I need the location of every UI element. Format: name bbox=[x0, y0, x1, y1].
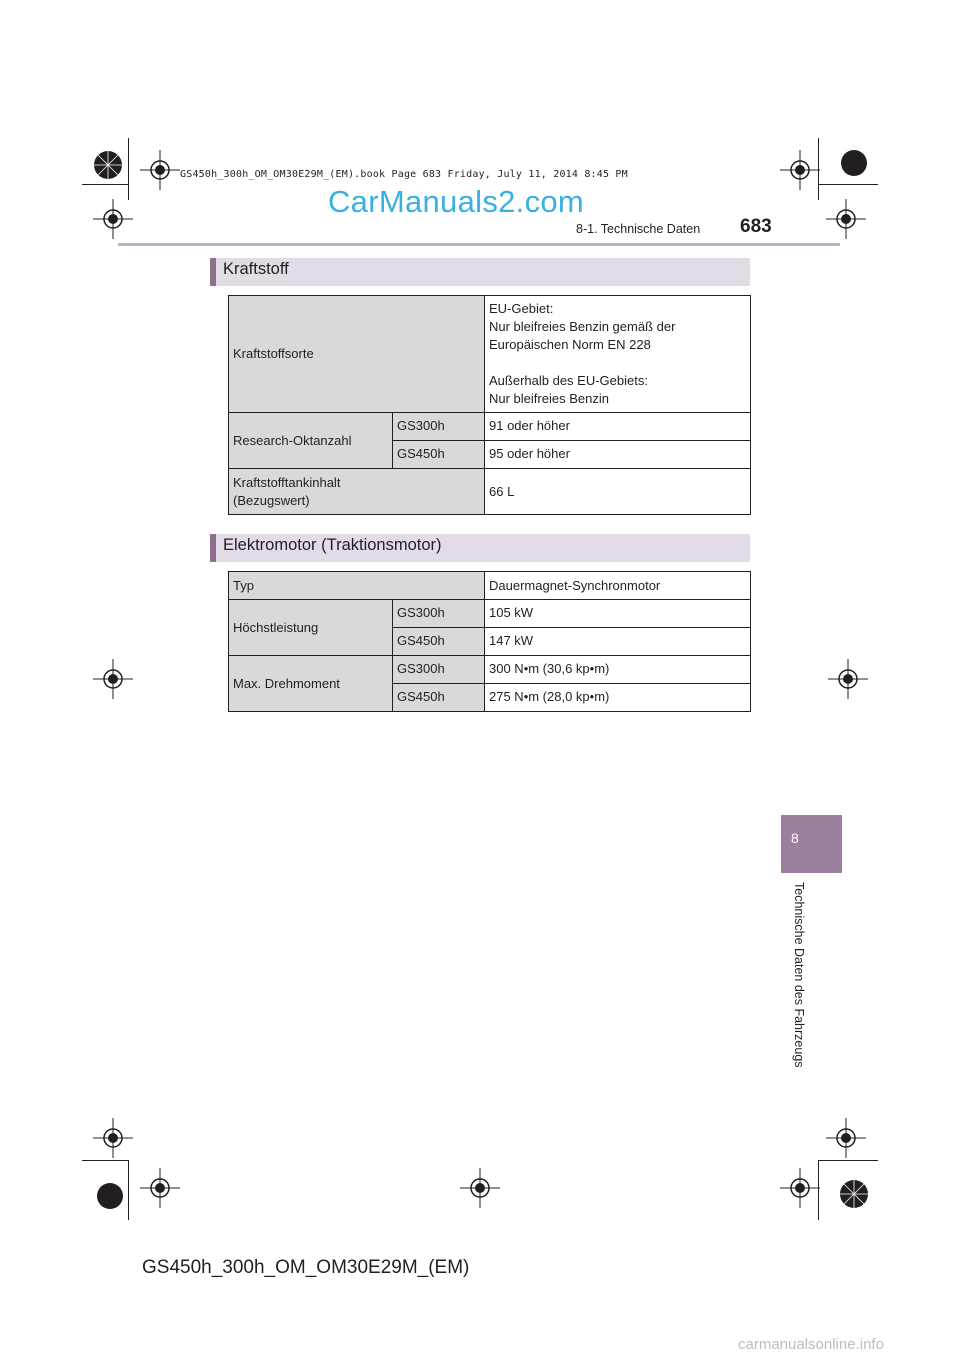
header-rule bbox=[118, 243, 840, 246]
section-heading-text: Elektromotor (Traktionsmotor) bbox=[223, 536, 442, 554]
watermark-link[interactable]: CarManuals2.com bbox=[328, 184, 585, 219]
crop-line bbox=[128, 1160, 129, 1220]
registration-mark-icon bbox=[140, 1168, 180, 1208]
row-value: 91 oder höher bbox=[485, 413, 751, 441]
row-value: 95 oder höher bbox=[485, 441, 751, 469]
row-label: Höchstleistung bbox=[229, 600, 393, 656]
row-value: 66 L bbox=[485, 469, 751, 515]
page-number: 683 bbox=[740, 216, 772, 237]
registration-mark-icon bbox=[460, 1168, 500, 1208]
chapter-label: Technische Daten des Fahrzeugs bbox=[792, 882, 806, 1068]
table-row bbox=[229, 469, 751, 515]
table-row bbox=[229, 572, 751, 600]
registration-mark-icon bbox=[828, 659, 868, 699]
registration-mark-icon bbox=[93, 1118, 133, 1158]
row-value: EU-Gebiet: Nur bleifreies Benzin gemäß der Europäischen Norm EN 228 Außerhalb des EU-Gebiets: Nur bleifreies Benzin bbox=[485, 296, 751, 413]
crop-line bbox=[818, 1160, 819, 1220]
registration-mark-icon bbox=[780, 150, 820, 190]
table-row bbox=[229, 413, 751, 441]
crop-line bbox=[818, 184, 878, 185]
crop-line bbox=[82, 1160, 128, 1161]
starburst-mark-icon bbox=[834, 1174, 874, 1214]
model-cell: GS300h bbox=[393, 413, 485, 441]
crop-line bbox=[128, 138, 129, 200]
table-row bbox=[229, 656, 751, 684]
registration-mark-icon bbox=[93, 199, 133, 239]
model-cell: GS450h bbox=[393, 441, 485, 469]
motor-spec-table bbox=[228, 571, 751, 712]
chapter-tab[interactable] bbox=[781, 815, 842, 873]
fuel-spec-table bbox=[228, 295, 751, 515]
registration-mark-icon bbox=[140, 150, 180, 190]
registration-mark-icon bbox=[826, 199, 866, 239]
section-heading-fuel bbox=[210, 258, 750, 286]
row-label: Kraftstofftankinhalt (Bezugswert) bbox=[229, 469, 485, 515]
registration-mark-icon bbox=[826, 1118, 866, 1158]
dot-mark-icon bbox=[90, 1176, 130, 1216]
row-label: Kraftstoffsorte bbox=[229, 296, 485, 413]
crop-line bbox=[818, 138, 819, 200]
bottom-watermark: carmanualsonline.info bbox=[738, 1336, 884, 1353]
table-row bbox=[229, 600, 751, 628]
row-label: Max. Drehmoment bbox=[229, 656, 393, 712]
model-cell: GS300h bbox=[393, 656, 485, 684]
row-value: Dauermagnet-Synchronmotor bbox=[485, 572, 751, 600]
crop-line bbox=[818, 1160, 878, 1161]
row-label: Research-Oktanzahl bbox=[229, 413, 393, 469]
model-cell: GS300h bbox=[393, 600, 485, 628]
footer-code: GS450h_300h_OM_OM30E29M_(EM) bbox=[142, 1257, 470, 1278]
section-heading-text: Kraftstoff bbox=[223, 260, 289, 278]
registration-mark-icon bbox=[780, 1168, 820, 1208]
dot-mark-icon bbox=[834, 143, 874, 183]
model-cell: GS450h bbox=[393, 628, 485, 656]
crop-line bbox=[82, 184, 128, 185]
print-info-line: GS450h_300h_OM_OM30E29M_(EM).book Page 683 Friday, July 11, 2014 8:45 PM bbox=[180, 169, 628, 180]
chapter-number: 8 bbox=[791, 830, 799, 846]
table-row bbox=[229, 296, 751, 413]
row-value: 105 kW bbox=[485, 600, 751, 628]
registration-mark-icon bbox=[93, 659, 133, 699]
row-value: 300 N•m (30,6 kp•m) bbox=[485, 656, 751, 684]
section-heading-motor bbox=[210, 534, 750, 562]
row-label: Typ bbox=[229, 572, 485, 600]
section-title: 8-1. Technische Daten bbox=[576, 222, 701, 236]
row-value: 275 N•m (28,0 kp•m) bbox=[485, 684, 751, 712]
row-value: 147 kW bbox=[485, 628, 751, 656]
model-cell: GS450h bbox=[393, 684, 485, 712]
starburst-mark-icon bbox=[88, 145, 128, 185]
